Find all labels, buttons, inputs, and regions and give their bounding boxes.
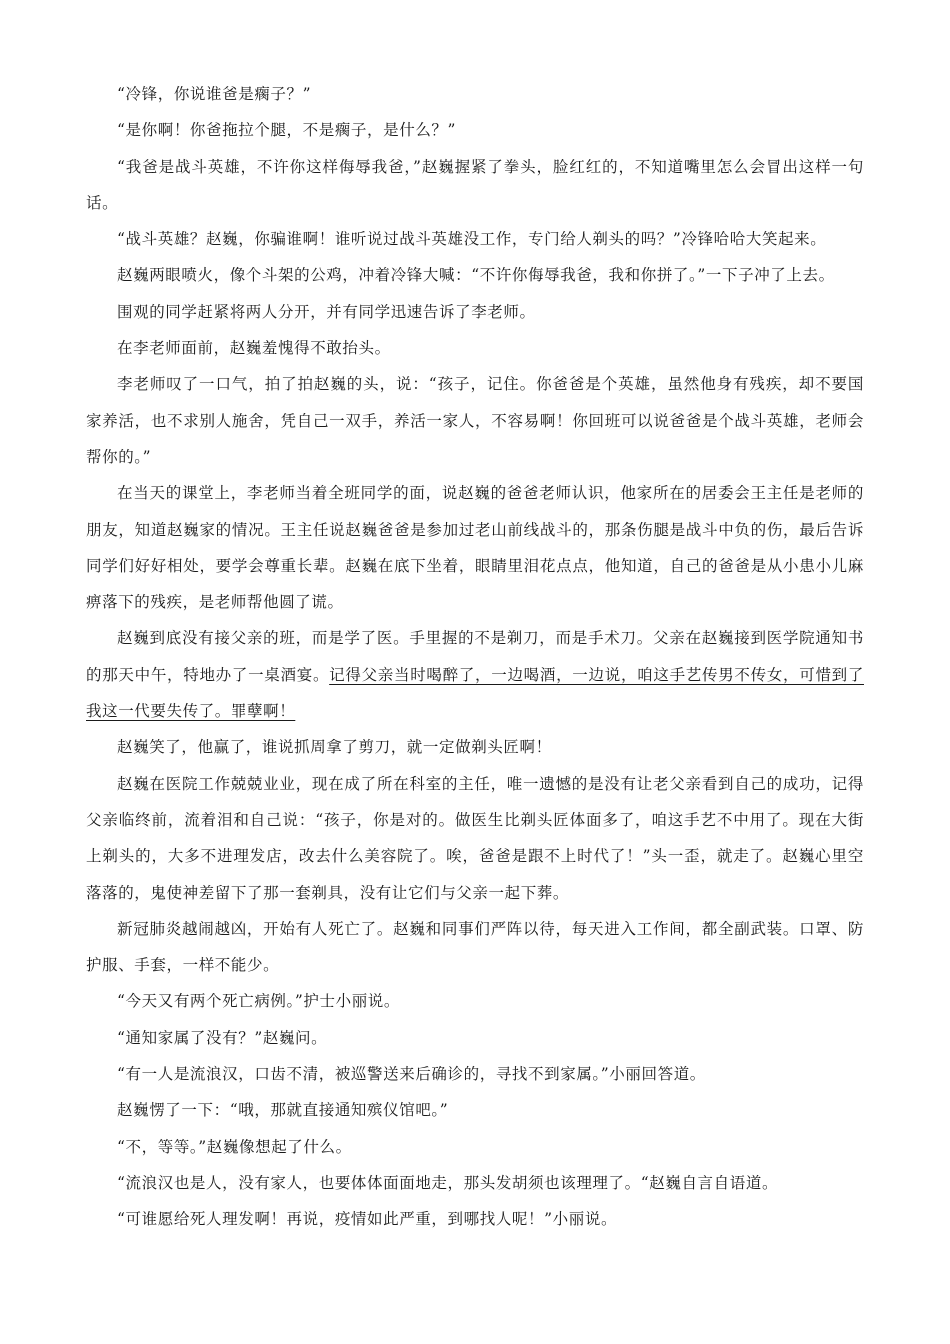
paragraph: “可谁愿给死人理发啊！再说，疫情如此严重，到哪找人呢！”小丽说。 [117,1210,618,1229]
paragraph: “不，等等。”赵巍像想起了什么。 [117,1137,352,1156]
underlined-sentence: 记得父亲当时喝醉了，一边喝酒，一边说，咱这手艺传男不传女，可惜到了我这一代要失传了。罪孽啊！ [86,665,864,721]
paragraph: “冷锋，你说谁爸是瘸子？” [117,85,312,103]
document-page [86,76,864,1238]
paragraph: 赵巍在医院工作兢兢业业，现在成了所在科室的主任，唯一遗憾的是没有让老父亲看到自己的成功，记得父亲临终前，流着泪和自己说：“孩子，你是对的。做医生比剃头匠体面多了，咱这手艺不中用了。现在大街上剃头的，大多不进理发店，改去什么美容院了。唉，爸爸是跟不上时代了！”头一歪，就走了。赵巍心里空落落的，鬼使神差留下了那一套剃具，没有让它们与父亲一起下葬。 [86,774,864,902]
paragraph: 围观的同学赶紧将两人分开，并有同学迅速告诉了李老师。 [117,302,536,321]
paragraph: “通知家属了没有？”赵巍问。 [117,1028,328,1047]
paragraph: “有一人是流浪汉，口齿不清，被巡警送来后确诊的，寻找不到家属。”小丽回答道。 [117,1065,706,1084]
paragraph: “是你啊！你爸拖拉个腿，不是瘸子，是什么？” [117,121,457,140]
paragraph: “战斗英雄？赵巍，你骗谁啊！谁听说过战斗英雄没工作，专门给人剃头的吗？”冷锋哈哈大笑起来。 [117,230,827,249]
paragraph: 在当天的课堂上，李老师当着全班同学的面，说赵巍的爸爸老师认识，他家所在的居委会王主任是老师的朋友，知道赵巍家的情况。王主任说赵巍爸爸是参加过老山前线战斗的，那条伤腿是战斗中负的伤，最后告诉同学们好好相处，要学会尊重长辈。赵巍在底下坐着，眼睛里泪花点点，他知道，自己的爸爸是从小患小儿麻痹落下的残疾，是老师帮他圆了谎。 [86,484,864,612]
paragraph [86,620,864,729]
paragraph: 赵巍两眼喷火，像个斗架的公鸡，冲着冷锋大喊：“不许你侮辱我爸，我和你拼了。”一下子冲了上去。 [117,266,835,285]
paragraph: 在李老师面前，赵巍羞愧得不敢抬头。 [117,339,391,358]
paragraph: 赵巍笑了，他赢了，谁说抓周拿了剪刀，就一定做剃头匠啊！ [117,738,552,757]
paragraph: 新冠肺炎越闹越凶，开始有人死亡了。赵巍和同事们严阵以待，每天进入工作间，都全副武装。口罩、防护服、手套，一样不能少。 [86,919,864,975]
paragraph: 李老师叹了一口气，拍了拍赵巍的头，说：“孩子，记住。你爸爸是个英雄，虽然他身有残疾，却不要国家养活，也不求别人施舍，凭自己一双手，养活一家人，不容易啊！你回班可以说爸爸是个战斗英雄，老师会帮你的。” [86,375,864,466]
paragraph: “今天又有两个死亡病例。”护士小丽说。 [117,992,400,1011]
paragraph: “我爸是战斗英雄，不许你这样侮辱我爸，”赵巍握紧了拳头，脸红红的，不知道嘴里怎么会冒出这样一句话。 [86,157,864,212]
paragraph: “流浪汉也是人，没有家人，也要体体面面地走，那头发胡须也该理理了。“赵巍自言自语道。 [117,1173,779,1192]
paragraph-text: 赵巍到底没有接父亲的班，而是学了医。手里握的不是剃刀，而是手术刀。父亲在赵巍接到医学院通知书的那天中午，特地办了一桌酒宴。 [86,629,864,684]
paragraph: 赵巍愣了一下：“哦，那就直接通知殡仪馆吧。” [117,1101,449,1120]
